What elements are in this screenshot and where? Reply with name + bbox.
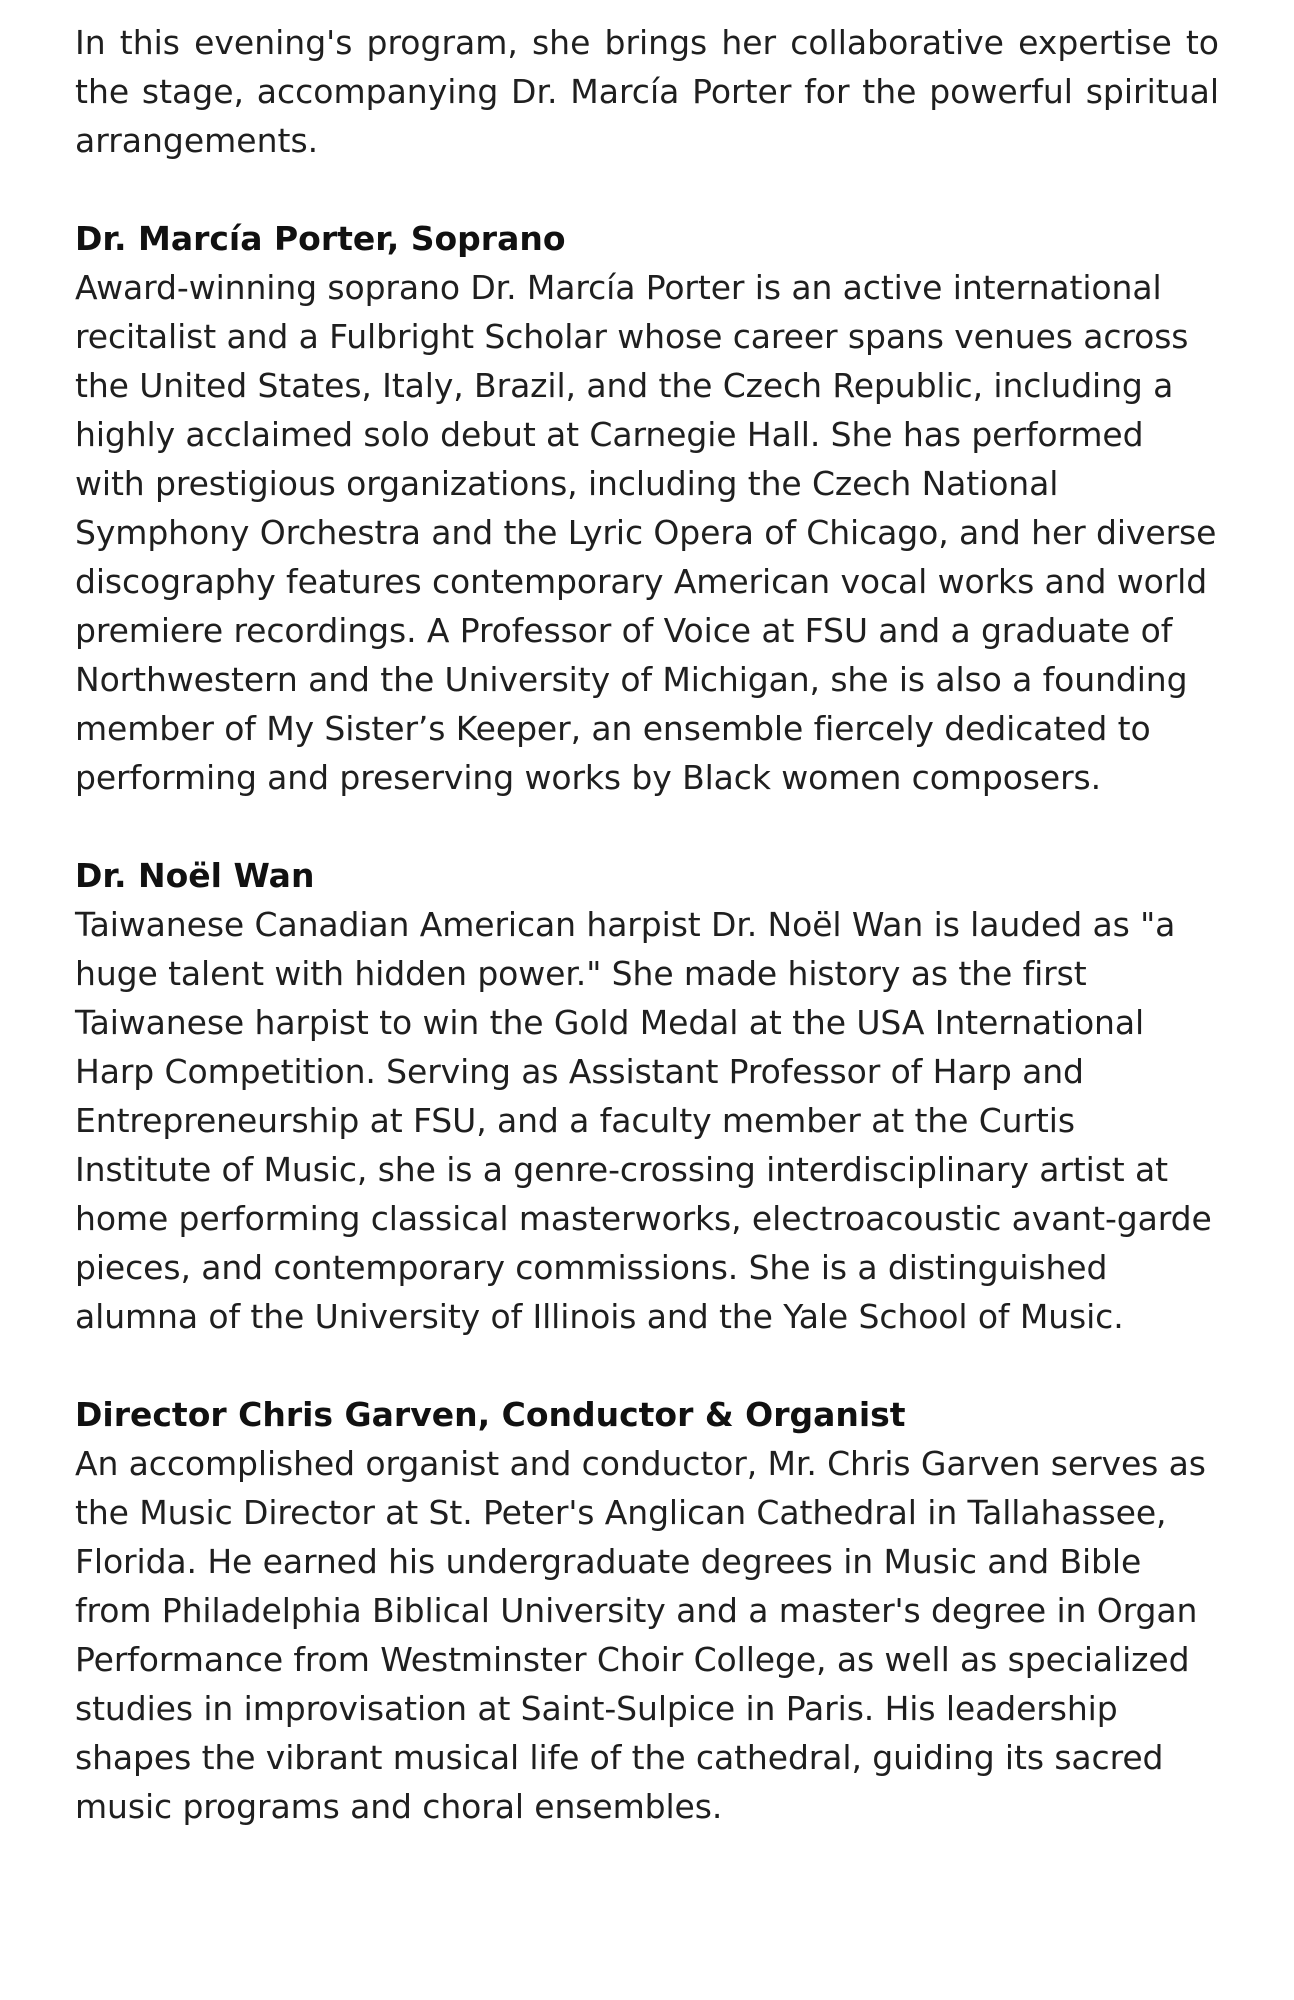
bio-paragraph: Taiwanese Canadian American harpist Dr. Noël Wan is lauded as "a huge talent with hidden power." She made history as the first Taiwanese harpist to win the Gold Medal at the USA International Harp Competition. Serving as Assistant Professor of Harp and Entrepreneurship at FSU, and a faculty member at the Curtis Institute of Music, she is a genre-crossing interdisciplinary artist at home performing classical masterworks, electroacoustic avant-garde pieces, and contemporary commissions. She is a distinguished alumna of the University of Illinois and the Yale School of Music.	[75, 905, 1212, 1336]
bio-section-porter	[75, 214, 1219, 802]
bio-section-wan	[75, 851, 1219, 1341]
bio-paragraph: Award-winning soprano Dr. Marcía Porter is an active international recitalist and a Fulbright Scholar whose career spans venues across the United States, Italy, Brazil, and the Czech Republic, including a highly acclaimed solo debut at Carnegie Hall. She has performed with prestigious organizations, including the Czech National Symphony Orchestra and the Lyric Opera of Chicago, and her diverse discography features contemporary American vocal works and world premiere recordings. A Professor of Voice at FSU and a graduate of Northwestern and the University of Michigan, she is also a founding member of My Sister’s Keeper, an ensemble fiercely dedicated to performing and preserving works by Black women composers.	[75, 268, 1217, 797]
bio-heading: Director Chris Garven, Conductor & Organist	[75, 1395, 906, 1434]
bio-section-garven	[75, 1390, 1219, 1831]
bio-heading: Dr. Noël Wan	[75, 856, 315, 895]
bio-paragraph: An accomplished organist and conductor, Mr. Chris Garven serves as the Music Director at St. Peter's Anglican Cathedral in Tallahassee, Florida. He earned his undergraduate degrees in Music and Bible from Philadelphia Biblical University and a master's degree in Organ Performance from Westminster Choir College, as well as specialized studies in improvisation at Saint-Sulpice in Paris. His leadership shapes the vibrant musical life of the cathedral, guiding its sacred music programs and choral ensembles.	[75, 1444, 1206, 1826]
bio-heading: Dr. Marcía Porter, Soprano	[75, 219, 566, 258]
intro-paragraph: In this evening's program, she brings her collaborative expertise to the stage, accompanying Dr. Marcía Porter for the powerful spiritual arrangements.	[75, 23, 1219, 160]
